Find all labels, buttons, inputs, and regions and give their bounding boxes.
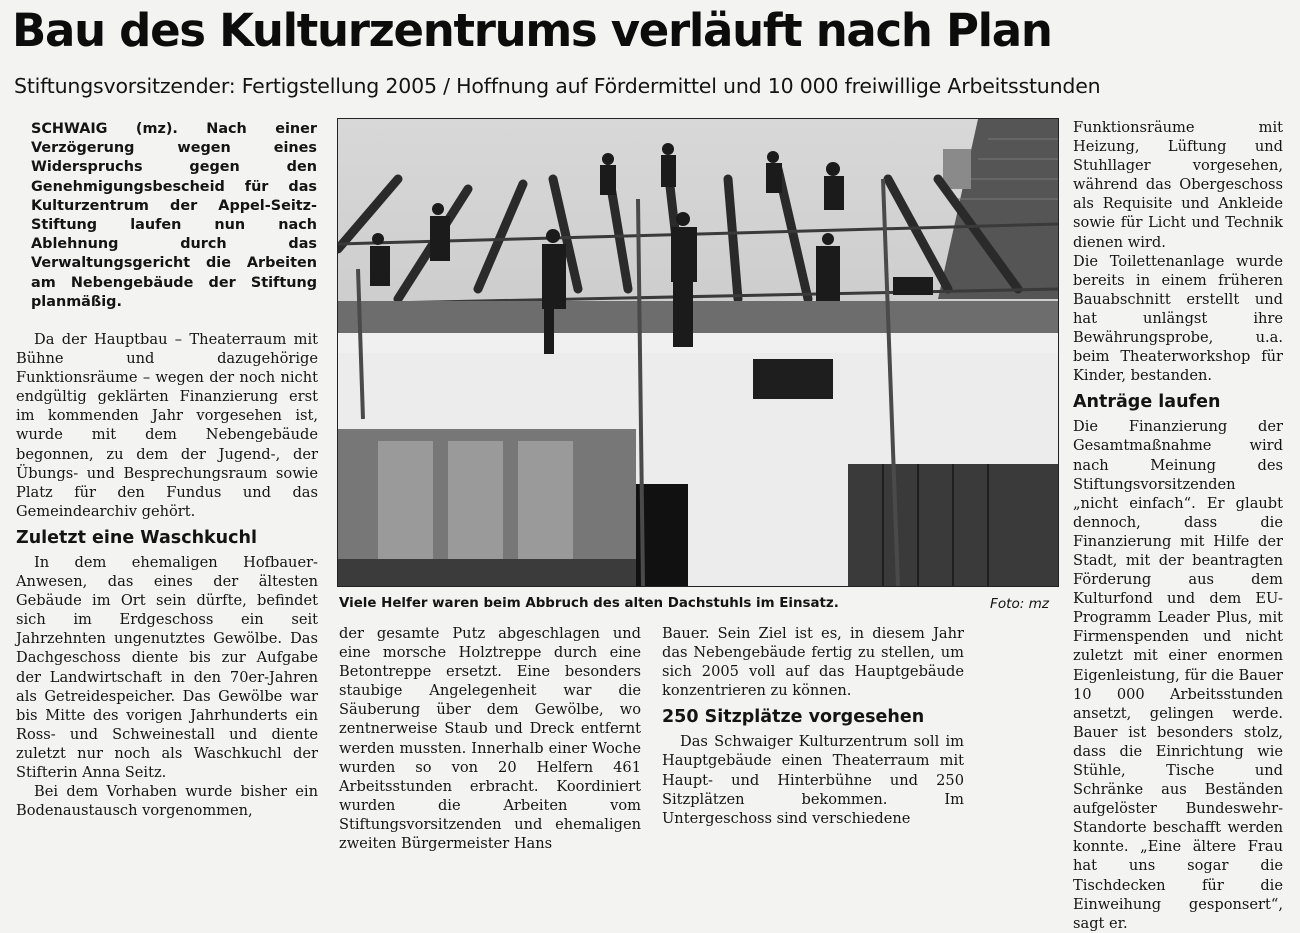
subheadline: Stiftungsvorsitzender: Fertigstellung 2005 / Hoffnung auf Fördermittel und 10 000 freiwillige Arbeitsstunden <box>14 74 1101 98</box>
photo-credit: Foto: mz <box>990 596 1050 612</box>
faded-background-text <box>1200 8 1214 54</box>
paragraph: Die Finanzierung der Gesamtmaßnahme wird nach Meinung des Stiftungsvorsitzenden „nicht einfach“. Er glaubt dennoch, dass die Finanzierung mit Hilfe der Stadt, mit der beantragten Förderung aus dem Kulturfond und dem EU-Programm Leader Plus, mit Firmenspenden und nicht zuletzt mit einer enormen Eigenleistung, für die Bauer 10 000 Arbeitsstunden ansetzt, gelingen werde. Bauer ist besonders stolz, dass die Einrichtung wie Stühle, Tische und Schränke aus Beständen aufgelöster Bundeswehr-Standorte beschafft werden konnte. „Eine ältere Frau hat uns sogar die Tischdecken für die Einweihung gesponsert“, sagt er. <box>1073 418 1283 932</box>
column-1 <box>31 120 317 312</box>
column-1-body <box>16 330 318 820</box>
paragraph: In dem ehemaligen Hofbauer-Anwesen, das eines der ältesten Gebäude im Ort sein dürfte, befindet sich im Erdgeschoss ein seit Jahrzehnten ungenutztes Gewölbe. Das Dachgeschoss diente bis zur Aufgabe der Landwirtschaft in den 70er-Jahren als Getreidespeicher. Das Gewölbe war bis Mitte des vorigen Jahrhunderts ein Ross- und Schweinestall und diente zuletzt nur noch als Waschkuchl der Stifterin Anna Seitz. <box>16 553 318 781</box>
paragraph: Die Toilettenanlage wurde bereits in einem früheren Bauabschnitt erstellt und hat unlängst ihre Bewährungsprobe, u.a. beim Theaterworkshop für Kinder, bestanden. <box>1073 252 1283 385</box>
paragraph: Das Schwaiger Kulturzentrum soll im Hauptgebäude einen Theaterraum mit Haupt- und Hinterbühne und 250 Sitzplätzen bekommen. Im Untergeschoss sind verschiedene <box>662 733 964 827</box>
article-photo <box>337 118 1059 587</box>
paragraph: Funktionsräume mit Heizung, Lüftung und Stuhllager vorgesehen, während das Obergeschoss als Requisite und Ankleide sowie für Licht und Technik dienen wird. <box>1073 119 1283 251</box>
column-4 <box>1073 118 1283 933</box>
lead-paragraph: SCHWAIG (mz). Nach einer Verzögerung wegen eines Widerspruchs gegen den Genehmigungsbescheid für das Kulturzentrum der Appel-Seitz-Stiftung laufen nun nach Ablehnung durch das Verwaltungsgericht die Arbeiten am Nebengebäude der Stiftung planmäßig. <box>31 121 317 310</box>
section-heading: Anträge laufen <box>1073 392 1221 413</box>
column-3 <box>662 624 964 828</box>
headline: Bau des Kulturzentrums verläuft nach Plan <box>12 4 1052 57</box>
section-heading: Zuletzt eine Waschkuchl <box>16 527 257 548</box>
paragraph: Da der Hauptbau – Theaterraum mit Bühne und dazugehörige Funktionsräume – wegen der noch nicht endgültig geklärten Finanzierung erst im kommenden Jahr vorgesehen ist, wurde mit dem Nebengebäude begonnen, zu dem der Jugend-, der Übungs- und Besprechungsraum sowie Platz für den Fundus und das Gemeindearchiv gehört. <box>16 331 318 520</box>
paragraph: Bauer. Sein Ziel ist es, in diesem Jahr das Nebengebäude fertig zu stellen, um sich 2005 voll auf das Hauptgebäude konzentrieren zu können. <box>662 625 964 700</box>
section-heading: 250 Sitzplätze vorgesehen <box>662 707 925 728</box>
photo-caption: Viele Helfer waren beim Abbruch des alten Dachstuhls im Einsatz. <box>339 596 839 611</box>
column-2 <box>339 624 641 853</box>
construction-site-image <box>338 119 1058 586</box>
paragraph: der gesamte Putz abgeschlagen und eine morsche Holztreppe durch eine Betontreppe ersetzt. Eine besonders staubige Angelegenheit war die Säuberung über dem Gewölbe, wo zentnerweise Staub und Dreck entfernt werden mussten. Innerhalb einer Woche wurden so von 20 Helfern 461 Arbeitsstunden erbracht. Koordiniert wurden die Arbeiten vom Stiftungsvorsitzenden und ehemaligen zweiten Bürgermeister Hans <box>339 625 641 853</box>
paragraph: Bei dem Vorhaben wurde bisher ein Bodenaustausch vorgenommen, <box>16 783 318 820</box>
